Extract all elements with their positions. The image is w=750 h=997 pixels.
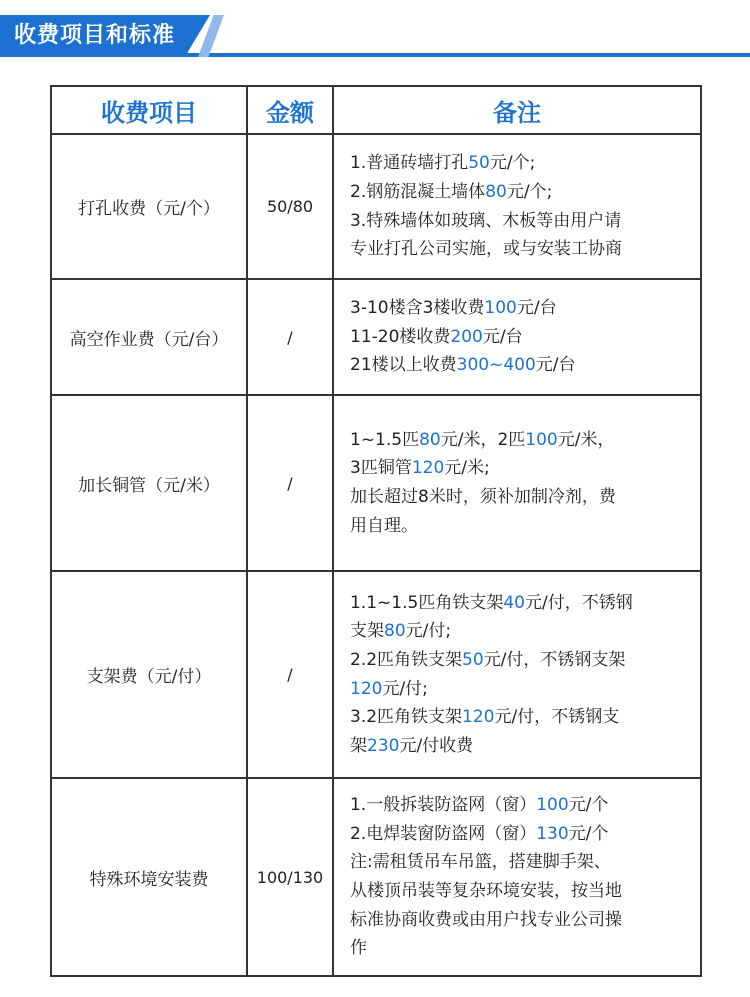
price-value: 120 [411,458,445,479]
fee-amount: / [247,279,333,395]
note-text: 元/个; [506,181,553,202]
note-line [350,512,688,541]
note-line [350,323,688,352]
note-text: 2.2匹角铁支架 [350,649,463,670]
table-row [51,571,701,778]
note-text: 21楼以上收费 [350,355,457,376]
price-value: 50 [462,649,484,670]
section-header [0,15,750,57]
note-text: 注:需租赁吊车吊篮，搭建脚手架、 [350,852,611,873]
note-text: 1.一般拆装防盗网（窗） [350,795,537,816]
note-line [350,235,688,264]
note-text: 2.钢筋混凝土墙体 [350,181,486,202]
note-text: 11-20楼收费 [350,326,451,347]
note-line [350,675,688,704]
note-text: 加长超过8米时，须补加制冷剂，费 [350,487,616,507]
fee-item: 特殊环境安装费 [51,778,247,976]
note-text: 元/付，不锈钢 [524,592,633,613]
note-text: 元/米; [444,458,490,479]
price-value: 230 [367,735,400,756]
price-value: 100 [525,429,558,450]
price-value: 130 [536,823,569,844]
note-text: 3.特殊墙体如玻璃、木板等由用户请 [350,210,622,231]
note-text: 元/台 [516,298,557,319]
fee-amount: / [247,395,333,571]
price-value: 80 [419,429,441,450]
note-line [350,646,688,675]
fee-note [333,279,701,395]
note-line [350,934,688,963]
note-text: 元/个; [489,153,536,174]
note-text: 元/个 [568,795,609,816]
note-line [350,906,688,935]
price-value: 120 [462,707,495,728]
note-text: 元/付; [405,621,452,642]
fee-note [333,395,701,571]
note-line [350,589,688,618]
fee-note [333,571,701,778]
table-row [51,134,701,279]
note-line [350,178,688,207]
note-line [350,703,688,732]
note-text: 元/付，不锈钢支 [494,707,620,728]
fee-item: 打孔收费（元/个） [51,134,247,279]
note-text: 标准协商收费或由用户找专业公司操 [350,909,622,930]
fee-amount: 50/80 [247,134,333,279]
note-text: 从楼顶吊装等复杂环境安装，按当地 [350,881,622,901]
note-text: 元/米， [557,429,615,450]
note-line [350,454,688,483]
note-line [350,483,688,512]
column-header-amount: 金额 [247,86,333,134]
note-text: 架 [350,735,367,756]
note-line [350,791,688,820]
price-value: 40 [503,592,525,613]
price-value: 200 [450,326,483,347]
fee-note [333,778,701,976]
note-text: 1.1~1.5匹角铁支架 [350,592,504,613]
section-title: 收费项目和标准 [14,23,176,48]
note-line [350,426,688,455]
note-text: 元/付; [382,678,428,699]
fee-item: 高空作业费（元/台） [51,279,247,395]
note-text: 用自理。 [350,515,418,536]
price-value: 100 [484,298,517,319]
price-value: 120 [350,678,383,699]
note-text: 2.电焊装窗防盗网（窗） [350,823,537,844]
note-text: 作 [350,938,367,959]
price-value: 50 [468,153,490,174]
fee-item: 加长铜管（元/米） [51,395,247,571]
note-text: 3-10楼含3楼收费 [350,298,485,319]
note-text: 元/台 [482,326,523,347]
note-text: 元/个 [568,823,609,844]
table-row [51,778,701,976]
note-line [350,617,688,646]
column-header-note: 备注 [333,86,701,134]
note-line [350,207,688,236]
note-text: 3匹铜管 [350,458,412,479]
fee-amount: 100/130 [247,778,333,976]
fee-item: 支架费（元/付） [51,571,247,778]
note-line [350,351,688,380]
note-line [350,877,688,906]
note-text: 1~1.5匹 [350,429,420,450]
price-value: 80 [384,621,406,642]
note-text: 专业打孔公司实施，或与安装工协商 [350,239,622,260]
note-line [350,820,688,849]
note-line [350,294,688,323]
note-text: 元/付，不锈钢支架 [483,649,626,670]
note-text: 元/付收费 [399,735,474,756]
note-line [350,732,688,761]
note-line [350,848,688,877]
table-row [51,279,701,395]
table-row [51,395,701,571]
note-text: 元/米，2匹 [440,429,526,450]
note-text: 支架 [350,621,384,642]
table-header-row [51,86,701,134]
note-text: 1.普通砖墙打孔 [350,153,469,174]
price-value: 300~400 [456,355,536,376]
price-value: 100 [536,795,569,816]
fee-table [50,85,702,977]
fee-amount: / [247,571,333,778]
fee-note [333,134,701,279]
price-value: 80 [485,181,507,202]
column-header-item: 收费项目 [51,86,247,134]
note-text: 元/台 [535,355,576,376]
note-text: 3.2匹角铁支架 [350,707,463,728]
note-line [350,149,688,178]
